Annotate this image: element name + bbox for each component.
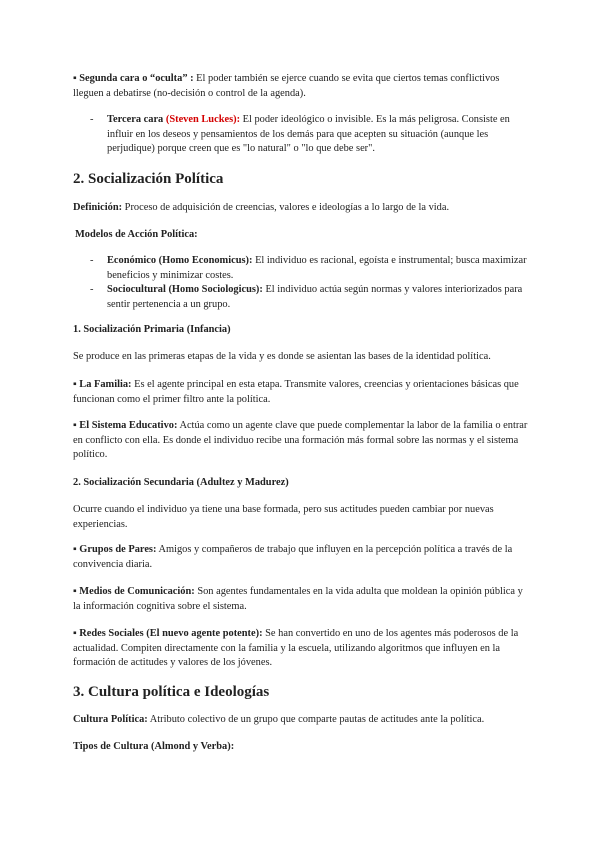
modelo-economico-label: Económico (Homo Economicus): [107,255,253,266]
tercera-cara-label: Tercera cara [107,114,164,125]
sistema-educativo-text: Actúa como un agente clave que puede complementar la labor de la familia o entrar en conflicto con ella. Es donde el individuo recibe una formación más formal sobre las normas y el sistema político. [73,420,528,460]
familia-paragraph [73,378,529,407]
tipos-cultura-label: Tipos de Cultura (Almond y Verba): [73,741,235,752]
medios-text: Son agentes fundamentales en la vida adulta que moldean la opinión pública y la información cognitiva sobre el sistema. [73,586,523,612]
list-dash: - [90,255,94,266]
redes-sociales-paragraph [73,627,529,671]
list-dash: - [90,284,94,295]
list-dash: - [90,114,94,125]
tipos-cultura-heading [73,740,529,755]
modelo-economico-text: El individuo es racional, egoísta e instrumental; busca maximizar beneficios y minimizar costes. [107,255,527,281]
modelo-economico-item [90,254,529,283]
redes-sociales-text: Se han convertido en uno de los agentes más poderosos de la actualidad. Compiten directamente con la familia y la escuela, utilizando algoritmos que influyen en la formación de actitudes y valores de los jóvenes. [73,628,519,668]
segunda-cara-label: ▪ Segunda cara o “oculta” : [73,73,194,84]
cultura-politica-paragraph [73,713,529,728]
definicion-paragraph [73,201,529,216]
section-heading-socializacion: 2. Socialización Política [73,171,224,187]
modelo-sociocultural-text: El individuo actúa según normas y valores interiorizados para sentir pertenencia a un grupo. [107,284,523,310]
familia-label: ▪ La Familia: [73,379,132,390]
familia-text: Es el agente principal en esta etapa. Transmite valores, creencias y orientaciones básicas que funcionan como el primer filtro ante la política. [73,379,519,405]
definicion-label: Definición: [73,202,123,213]
subheading-secundaria: 2. Socialización Secundaria (Adultez y Madurez) [73,477,289,488]
modelo-sociocultural-label: Sociocultural (Homo Sociologicus): [107,284,263,295]
tercera-cara-author: (Steven Luckes): [165,114,241,125]
grupos-pares-label: ▪ Grupos de Pares: [73,544,157,555]
medios-paragraph [73,585,529,614]
modelos-heading [75,228,531,243]
definicion-text: Proceso de adquisición de creencias, valores e ideologías a lo largo de la vida. [122,202,450,213]
secundaria-paragraph: Ocurre cuando el individuo ya tiene una base formada, pero sus actitudes pueden cambiar por nuevas experiencias. [73,504,494,530]
modelos-label: Modelos de Acción Política: [75,229,198,240]
tercera-cara-text: El poder ideológico o invisible. Es la más peligrosa. Consiste en influir en los deseos y pensamientos de los demás para que acepten su situación (aunque les perjudique) porque creen que es "lo natural" o "lo que debe ser". [107,114,510,154]
sistema-educativo-paragraph [73,419,529,463]
segunda-cara-paragraph [73,72,529,101]
redes-sociales-label: ▪ Redes Sociales (El nuevo agente potente): [73,628,263,639]
primaria-paragraph: Se produce en las primeras etapas de la vida y es donde se asientan las bases de la identidad política. [73,351,491,362]
segunda-cara-text: El poder también se ejerce cuando se evita que ciertos temas conflictivos lleguen a debatirse (no-decisión o control de la agenda). [73,73,500,99]
sistema-educativo-label: ▪ El Sistema Educativo: [73,420,178,431]
medios-label: ▪ Medios de Comunicación: [73,586,195,597]
cultura-politica-text: Atributo colectivo de un grupo que comparte pautas de actitudes ante la política. [147,714,485,725]
section-heading-cultura: 3. Cultura política e Ideologías [73,684,270,700]
grupos-pares-text: Amigos y compañeros de trabajo que influyen en la percepción política a través de la convivencia diaria. [73,544,513,570]
subheading-primaria: 1. Socialización Primaria (Infancia) [73,324,231,335]
tercera-cara-item [90,113,529,157]
grupos-pares-paragraph [73,543,529,572]
modelo-sociocultural-item [90,283,529,312]
cultura-politica-label: Cultura Política: [73,714,148,725]
